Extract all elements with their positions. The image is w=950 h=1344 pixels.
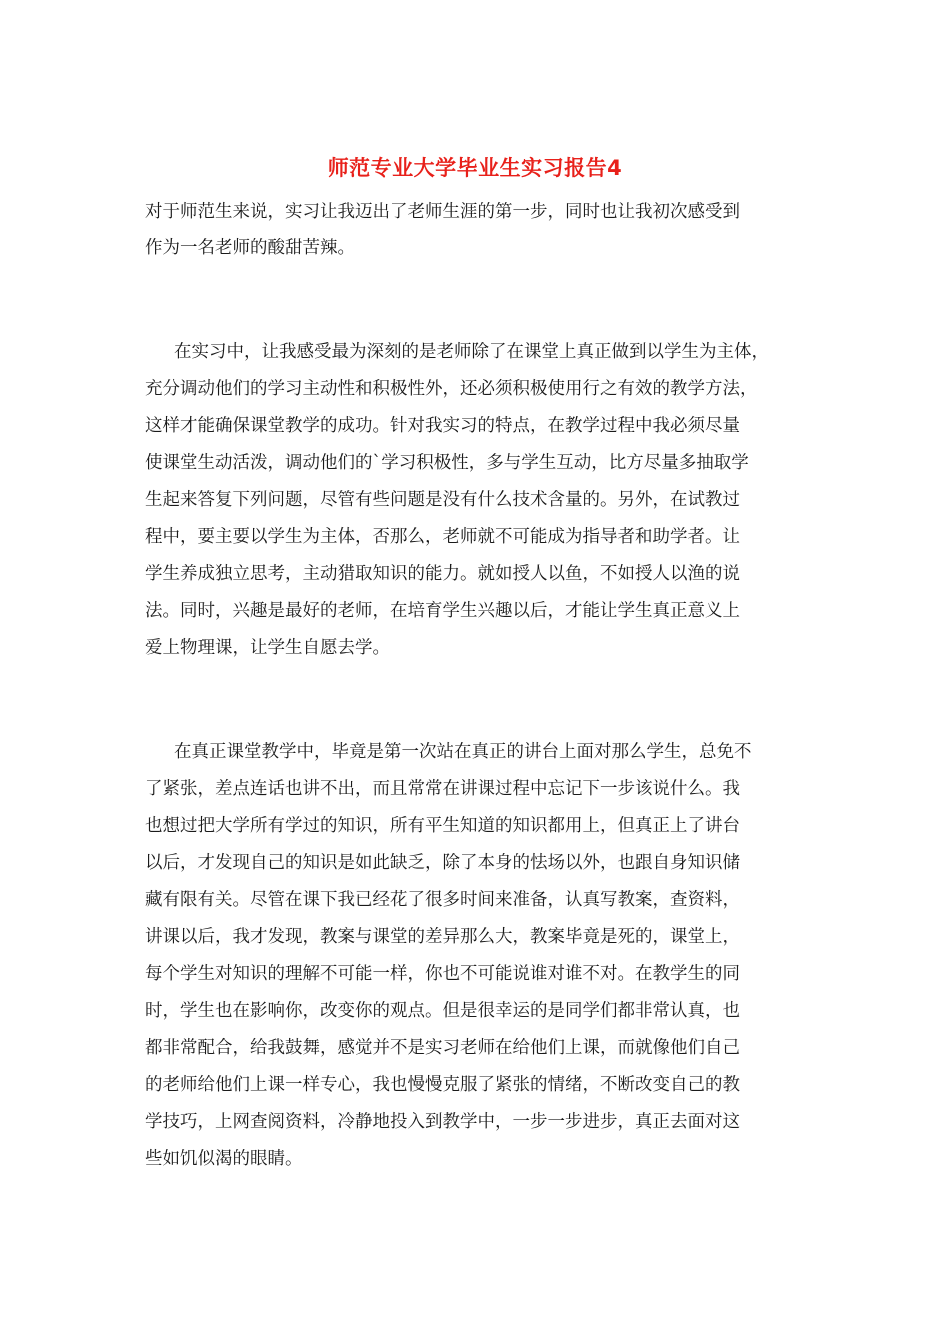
paragraph1-line: 生起来答复下列问题，尽管有些问题是没有什么技术含量的。另外，在试教过: [145, 490, 740, 510]
paragraph1-line: 程中，要主要以学生为主体，否那么，老师就不可能成为指导者和助学者。让: [145, 527, 740, 547]
paragraph2-line: 藏有限有关。尽管在课下我已经花了很多时间来准备，认真写教案，查资料，: [145, 890, 740, 910]
paragraph2-line: 了紧张，差点连话也讲不出，而且常常在讲课过程中忘记下一步该说什么。我: [145, 779, 740, 799]
paragraph2-line: 学技巧，上网查阅资料，冷静地投入到教学中，一步一步进步，真正去面对这: [145, 1112, 740, 1132]
paragraph2-line: 每个学生对知识的理解不可能一样，你也不可能说谁对谁不对。在教学生的同: [145, 964, 740, 984]
paragraph2-line: 讲课以后，我才发现，教案与课堂的差异那么大，教案毕竟是死的，课堂上，: [145, 927, 740, 947]
paragraph2-line: 也想过把大学所有学过的知识，所有平生知道的知识都用上，但真正上了讲台: [145, 816, 740, 836]
paragraph1-line: 这样才能确保课堂教学的成功。针对我实习的特点，在教学过程中我必须尽量: [145, 416, 740, 436]
intro-line: 对于师范生来说，实习让我迈出了老师生涯的第一步，同时也让我初次感受到: [145, 202, 740, 222]
paragraph2-line: 时，学生也在影响你，改变你的观点。但是很幸运的是同学们都非常认真，也: [145, 1001, 740, 1021]
paragraph1-line: 学生养成独立思考，主动猎取知识的能力。就如授人以鱼，不如授人以渔的说: [145, 564, 740, 584]
paragraph2-line: 在真正课堂教学中，毕竟是第一次站在真正的讲台上面对那么学生，总免不: [174, 742, 752, 762]
intro-line: 作为一名老师的酸甜苦辣。: [145, 238, 355, 258]
paragraph2-line: 些如饥似渴的眼睛。: [145, 1149, 303, 1169]
paragraph2-line: 都非常配合，给我鼓舞，感觉并不是实习老师在给他们上课，而就像他们自己: [145, 1038, 740, 1058]
paragraph1-line: 在实习中，让我感受最为深刻的是老师除了在课堂上真正做到以学生为主体，: [174, 342, 769, 362]
paragraph1-line: 充分调动他们的学习主动性和积极性外，还必须积极使用行之有效的教学方法，: [145, 379, 758, 399]
document-title: 师范专业大学毕业生实习报告4: [327, 156, 623, 180]
paragraph2-line: 以后，才发现自己的知识是如此缺乏，除了本身的怯场以外，也跟自身知识储: [145, 853, 740, 873]
paragraph1-line: 爱上物理课，让学生自愿去学。: [145, 638, 390, 658]
paragraph1-line: 使课堂生动活泼，调动他们的`学习积极性，多与学生互动，比方尽量多抽取学: [145, 453, 749, 473]
paragraph1-line: 法。同时，兴趣是最好的老师，在培育学生兴趣以后，才能让学生真正意义上: [145, 601, 740, 621]
paragraph2-line: 的老师给他们上课一样专心，我也慢慢克服了紧张的情绪，不断改变自己的教: [145, 1075, 740, 1095]
